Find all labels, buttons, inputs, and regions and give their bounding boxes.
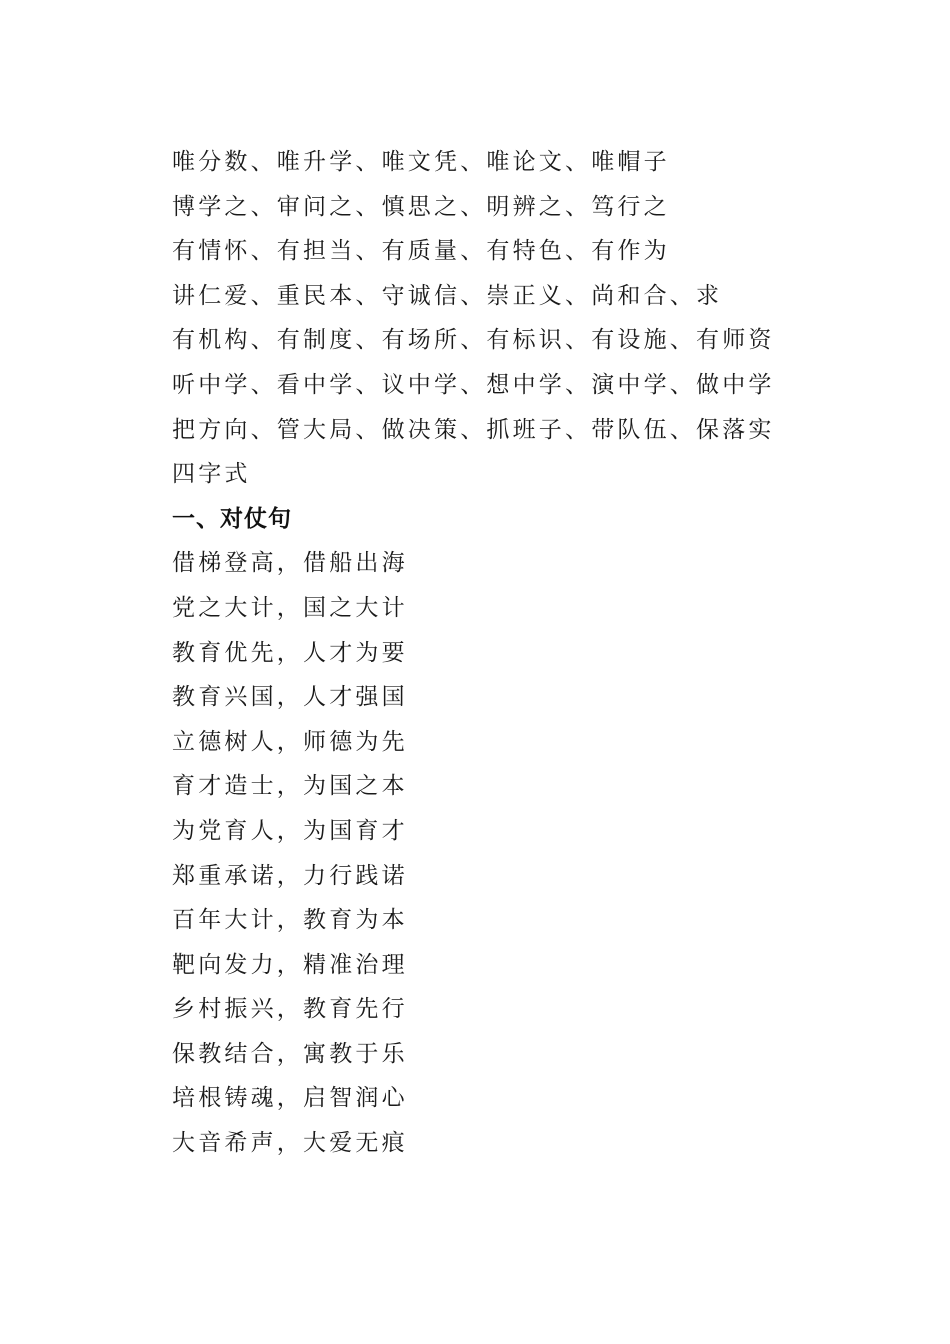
document-body	[172, 140, 792, 1166]
couplet-line: 党之大计，国之大计	[172, 594, 408, 621]
couplet-line: 借梯登高，借船出海	[172, 550, 408, 577]
couplet-line: 教育兴国，人才强国	[172, 684, 408, 711]
couplet-line: 靶向发力，精准治理	[172, 951, 408, 978]
phrase-line: 有机构、有制度、有场所、有标识、有设施、有师资	[172, 327, 775, 354]
couplet-line: 郑重承诺，力行践诺	[172, 862, 408, 889]
couplet-line: 立德树人，师德为先	[172, 728, 408, 755]
section-heading: 一、对仗句	[172, 505, 292, 532]
phrase-line: 讲仁爱、重民本、守诚信、崇正义、尚和合、求	[172, 282, 723, 309]
subheading-four-char: 四字式	[172, 461, 251, 488]
phrase-line: 唯分数、唯升学、唯文凭、唯论文、唯帽子	[172, 149, 670, 175]
phrase-line: 有情怀、有担当、有质量、有特色、有作为	[172, 238, 670, 265]
couplet-line: 教育优先，人才为要	[172, 639, 408, 666]
couplet-line: 为党育人，为国育才	[172, 817, 408, 844]
couplet-line: 培根铸魂，启智润心	[172, 1085, 408, 1112]
couplet-line: 育才造士，为国之本	[172, 773, 408, 800]
couplet-line: 保教结合，寓教于乐	[172, 1040, 408, 1067]
couplet-line: 百年大计，教育为本	[172, 907, 408, 934]
phrase-line: 把方向、管大局、做决策、抓班子、带队伍、保落实	[172, 416, 775, 443]
couplet-line: 大音希声，大爱无痕	[172, 1130, 408, 1157]
phrase-line: 听中学、看中学、议中学、想中学、演中学、做中学	[172, 371, 775, 398]
phrase-line: 博学之、审问之、慎思之、明辨之、笃行之	[172, 193, 670, 220]
couplet-line: 乡村振兴，教育先行	[172, 996, 408, 1023]
